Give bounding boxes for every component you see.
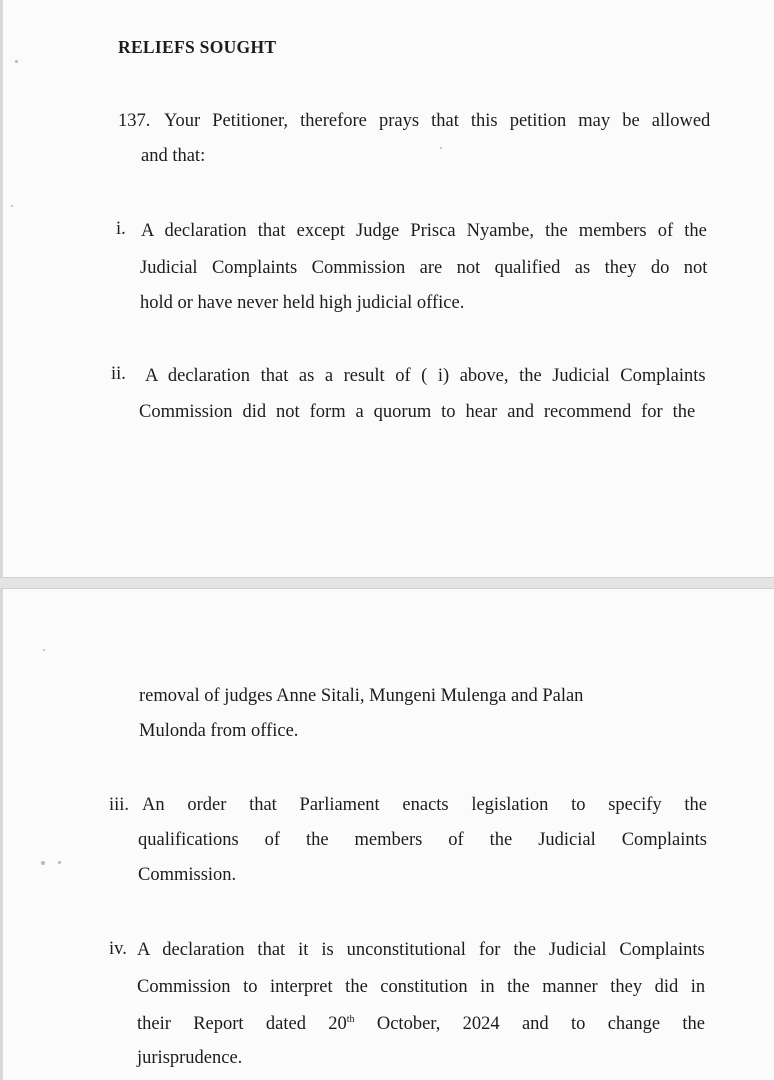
relief-i-line-3: hold or have never held high judicial office. <box>140 293 465 313</box>
word: 2024 <box>462 1014 500 1034</box>
word: dated <box>265 1014 306 1034</box>
word: the <box>489 830 513 850</box>
word: Complaints <box>621 830 707 850</box>
relief-ii-line-2: Commission did not form a quorum to hear and recommend for the <box>139 402 696 422</box>
word: the <box>684 795 707 815</box>
relief-ii-line-3: removal of judges Anne Sitali, Mungeni Mulenga and Palan <box>139 686 584 706</box>
word: and <box>521 1014 549 1034</box>
word: enacts <box>402 795 449 815</box>
relief-iii-line-2 <box>138 829 707 851</box>
word: to <box>570 1014 586 1034</box>
word: An <box>142 795 165 815</box>
document-page-2 <box>0 588 774 1080</box>
relief-i-marker: i. <box>116 219 126 239</box>
relief-ii-line-1: A declaration that as a result of ( i) above, the Judicial Complaints <box>145 366 706 386</box>
relief-i-line-2: Judicial Complaints Commission are not qualified as they do not <box>140 258 708 278</box>
relief-iv-marker: iv. <box>109 939 127 959</box>
relief-iv-line-4: jurisprudence. <box>137 1048 243 1068</box>
relief-iv-line-3 <box>137 1013 705 1035</box>
relief-ii-marker: ii. <box>111 364 126 384</box>
relief-iv-line-2: Commission to interpret the constitution in the manner they did in <box>137 977 706 997</box>
word: members <box>354 830 423 850</box>
paragraph-137-number: 137. <box>118 111 151 131</box>
word: Report <box>193 1014 244 1034</box>
relief-i-line-1: A declaration that except Judge Prisca Nyambe, the members of the <box>141 221 707 241</box>
word: of <box>448 830 464 850</box>
ordinal-suffix: th <box>346 1014 355 1025</box>
word: 20 <box>328 1014 347 1034</box>
scan-speck <box>440 147 442 149</box>
word: of <box>264 830 281 850</box>
word: Judicial <box>538 830 596 850</box>
relief-iii-line-1 <box>142 794 707 816</box>
section-heading: RELIEFS SOUGHT <box>118 37 277 57</box>
scan-speck <box>15 60 18 63</box>
paragraph-137-line-1: Your Petitioner, therefore prays that this petition may be allowed <box>164 111 711 131</box>
relief-iv-line-1: A declaration that it is unconstitutional for the Judicial Complaints <box>137 940 705 960</box>
relief-iii-line-3: Commission. <box>138 865 237 885</box>
word: Parliament <box>299 795 380 815</box>
scan-speck <box>58 861 61 864</box>
relief-iii-marker: iii. <box>109 795 130 815</box>
word: order <box>187 795 227 815</box>
word: the <box>306 830 329 850</box>
word: the <box>682 1014 705 1034</box>
scan-speck <box>43 649 45 651</box>
word: their <box>137 1014 171 1034</box>
word: that <box>249 795 277 815</box>
word: October, <box>376 1014 441 1034</box>
relief-ii-line-4: Mulonda from office. <box>139 721 299 741</box>
word: legislation <box>471 795 549 815</box>
word: to <box>571 795 586 815</box>
scan-speck <box>11 205 13 207</box>
paragraph-137-line-2: and that: <box>141 146 206 166</box>
word: specify <box>608 795 662 815</box>
date-day <box>328 1013 354 1035</box>
word: qualifications <box>138 830 239 850</box>
word: change <box>607 1014 661 1034</box>
scan-speck <box>41 861 45 865</box>
